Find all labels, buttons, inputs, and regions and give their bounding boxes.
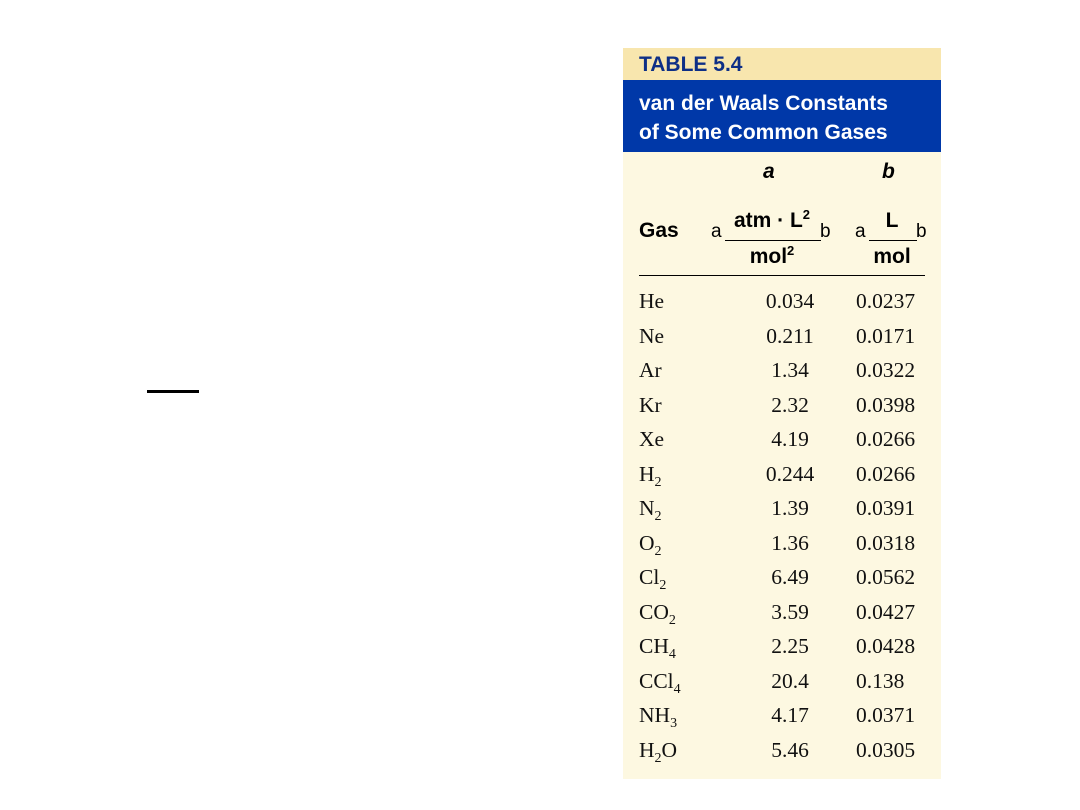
- table-header: [639, 152, 925, 276]
- b-value-cell: 0.0266: [856, 461, 916, 486]
- gas-cell: He: [639, 289, 665, 313]
- b-value-cell: 0.0237: [856, 289, 916, 313]
- unit-a-paren-open: a: [711, 221, 722, 242]
- table-row: [639, 320, 925, 355]
- table-row: [639, 527, 925, 562]
- b-value-cell: 0.0428: [856, 634, 916, 658]
- a-value-cell: 0.034: [765, 289, 815, 313]
- gas-cell: $CH_4$: [639, 634, 676, 662]
- unit-b: [855, 199, 935, 279]
- unit-a-denominator: mol$^2$: [749, 243, 795, 268]
- b-value-cell: 0.0391: [856, 496, 916, 520]
- unit-b-paren-open: a: [855, 221, 866, 242]
- b-value-cell: 0.0305: [856, 737, 916, 762]
- gas-cell: $Cl_2$: [639, 565, 667, 593]
- dash-mark: [147, 390, 199, 393]
- gas-cell: Ar: [639, 358, 662, 382]
- b-value-cell: 0.0266: [856, 427, 916, 451]
- unit-b-numerator: L: [885, 209, 899, 232]
- a-value-cell: 20.4: [771, 668, 809, 693]
- table-number: TABLE 5.4: [623, 48, 941, 80]
- table-title-line1: van der Waals Constants: [639, 92, 888, 115]
- gas-cell: $H_2O$: [639, 737, 678, 766]
- table-row: [639, 665, 925, 700]
- gas-cell: Kr: [639, 392, 662, 417]
- unit-a: [711, 199, 836, 279]
- table-row: [639, 458, 925, 493]
- a-value-cell: 4.19: [771, 427, 809, 451]
- column-a-header: a: [763, 160, 775, 183]
- a-value-cell: 1.34: [771, 358, 809, 382]
- table-row: [639, 492, 925, 527]
- table-row: [639, 699, 925, 734]
- a-value-cell: 2.25: [771, 634, 809, 658]
- unit-b-paren-close: b: [916, 221, 927, 242]
- b-value-cell: 0.0562: [856, 565, 916, 589]
- unit-b-denominator: mol: [873, 245, 911, 268]
- b-value-cell: 0.0371: [856, 703, 916, 727]
- table-row: [639, 561, 925, 596]
- column-b-header: b: [882, 160, 895, 183]
- table-body: [639, 285, 925, 768]
- a-value-cell: 0.244: [765, 461, 815, 486]
- table-row: [639, 354, 925, 389]
- table-title-line2: of Some Common Gases: [639, 121, 888, 144]
- gas-cell: $N_2$: [639, 496, 662, 524]
- table-row: [639, 596, 925, 631]
- a-value-cell: 2.32: [771, 392, 809, 417]
- b-value-cell: 0.0427: [856, 599, 916, 624]
- a-value-cell: 3.59: [771, 599, 809, 624]
- unit-a-fraction-bar: [725, 240, 821, 241]
- a-value-cell: 1.36: [771, 530, 809, 555]
- column-gas-header: Gas: [639, 219, 679, 242]
- a-value-cell: 5.46: [771, 737, 809, 762]
- gas-cell: $H_2$: [639, 461, 662, 490]
- table-row: [639, 285, 925, 320]
- b-value-cell: 0.0398: [856, 392, 916, 417]
- gas-cell: $CO_2$: [639, 599, 676, 628]
- unit-a-paren-close: b: [820, 221, 831, 242]
- gas-cell: $O_2$: [639, 530, 662, 559]
- vdw-table: [623, 48, 941, 779]
- a-value-cell: 1.39: [771, 496, 809, 520]
- gas-cell: CCl$_4$: [639, 668, 681, 697]
- table-row: [639, 734, 925, 769]
- gas-cell: Xe: [639, 427, 665, 451]
- table-row: [639, 423, 925, 458]
- a-value-cell: 4.17: [771, 703, 809, 727]
- b-value-cell: 0.0171: [856, 323, 916, 348]
- unit-a-numerator: atm · $L^2$: [733, 207, 811, 232]
- table-row: [639, 630, 925, 665]
- b-value-cell: 0.138: [856, 668, 905, 693]
- table-row: [639, 389, 925, 424]
- a-value-cell: 6.49: [771, 565, 809, 589]
- a-value-cell: 0.211: [766, 323, 814, 348]
- b-value-cell: 0.0322: [856, 358, 916, 382]
- unit-b-fraction-bar: [869, 240, 917, 241]
- gas-cell: $NH_3$: [639, 703, 678, 731]
- gas-cell: Ne: [639, 323, 665, 348]
- table-title: [623, 80, 941, 152]
- b-value-cell: 0.0318: [856, 530, 916, 555]
